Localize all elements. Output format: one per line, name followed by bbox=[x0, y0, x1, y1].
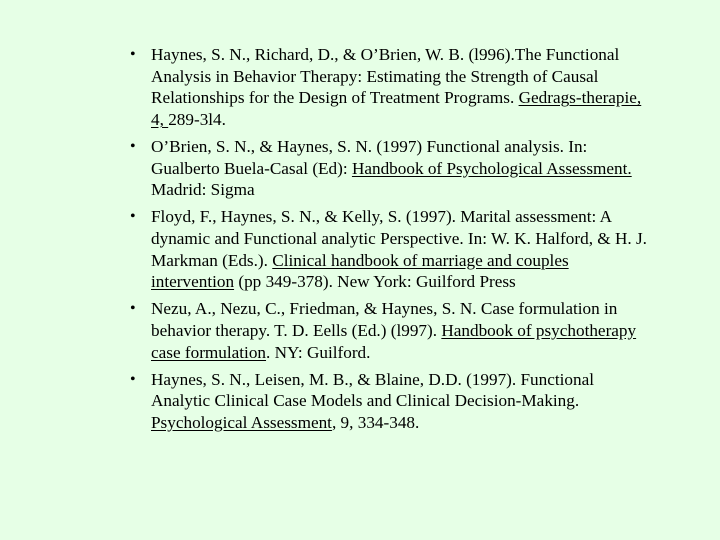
reference-title-underlined: Handbook of psychotherapy case formulation bbox=[151, 321, 637, 362]
reference-title-underlined: Handbook of Psychological Assessment. bbox=[351, 158, 632, 178]
reference-text: Floyd, F., Haynes, S. N., & Kelly, S. (1997). Marital assessment: A dynamic and Functional analytic Perspective. In: W. K. Halford, & H. J. Markman (Eds.). bbox=[151, 207, 647, 270]
reference-item bbox=[130, 369, 650, 434]
reference-text: 289-3l4. bbox=[168, 110, 226, 130]
reference-list bbox=[130, 44, 650, 439]
reference-title-underlined: Clinical handbook of marriage and couples intervention bbox=[151, 250, 569, 292]
reference-text: Nezu, A., Nezu, C., Friedman, & Haynes, S. N. Case formulation in behavior therapy. T. D. Eells (Ed.) (l997). bbox=[151, 299, 618, 340]
reference-text: Haynes, S. N., Richard, D., & O’Brien, W. B. (l996).The Functional Analysis in Behavior Therapy: Estimating the Strength of Causal Relationships for the Design of Treatment Programs. bbox=[151, 45, 620, 108]
reference-item bbox=[130, 206, 650, 293]
bullet-icon: • bbox=[130, 208, 136, 226]
reference-item bbox=[130, 136, 650, 201]
reference-text: (pp 349-378). New York: Guilford Press bbox=[234, 272, 516, 292]
reference-text: Madrid: Sigma bbox=[151, 180, 255, 200]
reference-title-underlined: Gedrags-therapie, 4, bbox=[151, 88, 642, 130]
reference-text: . NY: Guilford. bbox=[266, 342, 371, 362]
reference-item bbox=[130, 44, 650, 131]
reference-title-underlined: Psychological Assessment bbox=[151, 413, 332, 432]
reference-item bbox=[130, 298, 650, 363]
bullet-icon: • bbox=[130, 300, 136, 318]
reference-text: O’Brien, S. N., & Haynes, S. N. (1997) Functional analysis. In: Gualberto Buela-Casal (Ed): bbox=[151, 137, 588, 178]
reference-text: , 9, 334-348. bbox=[331, 413, 420, 432]
bullet-icon: • bbox=[130, 46, 136, 63]
bullet-icon: • bbox=[130, 370, 136, 388]
reference-text: Haynes, S. N., Leisen, M. B., & Blaine, D.D. (1997). Functional Analytic Clinical Case Models and Clinical Decision-Making. bbox=[151, 369, 595, 411]
bullet-icon: • bbox=[130, 138, 136, 155]
